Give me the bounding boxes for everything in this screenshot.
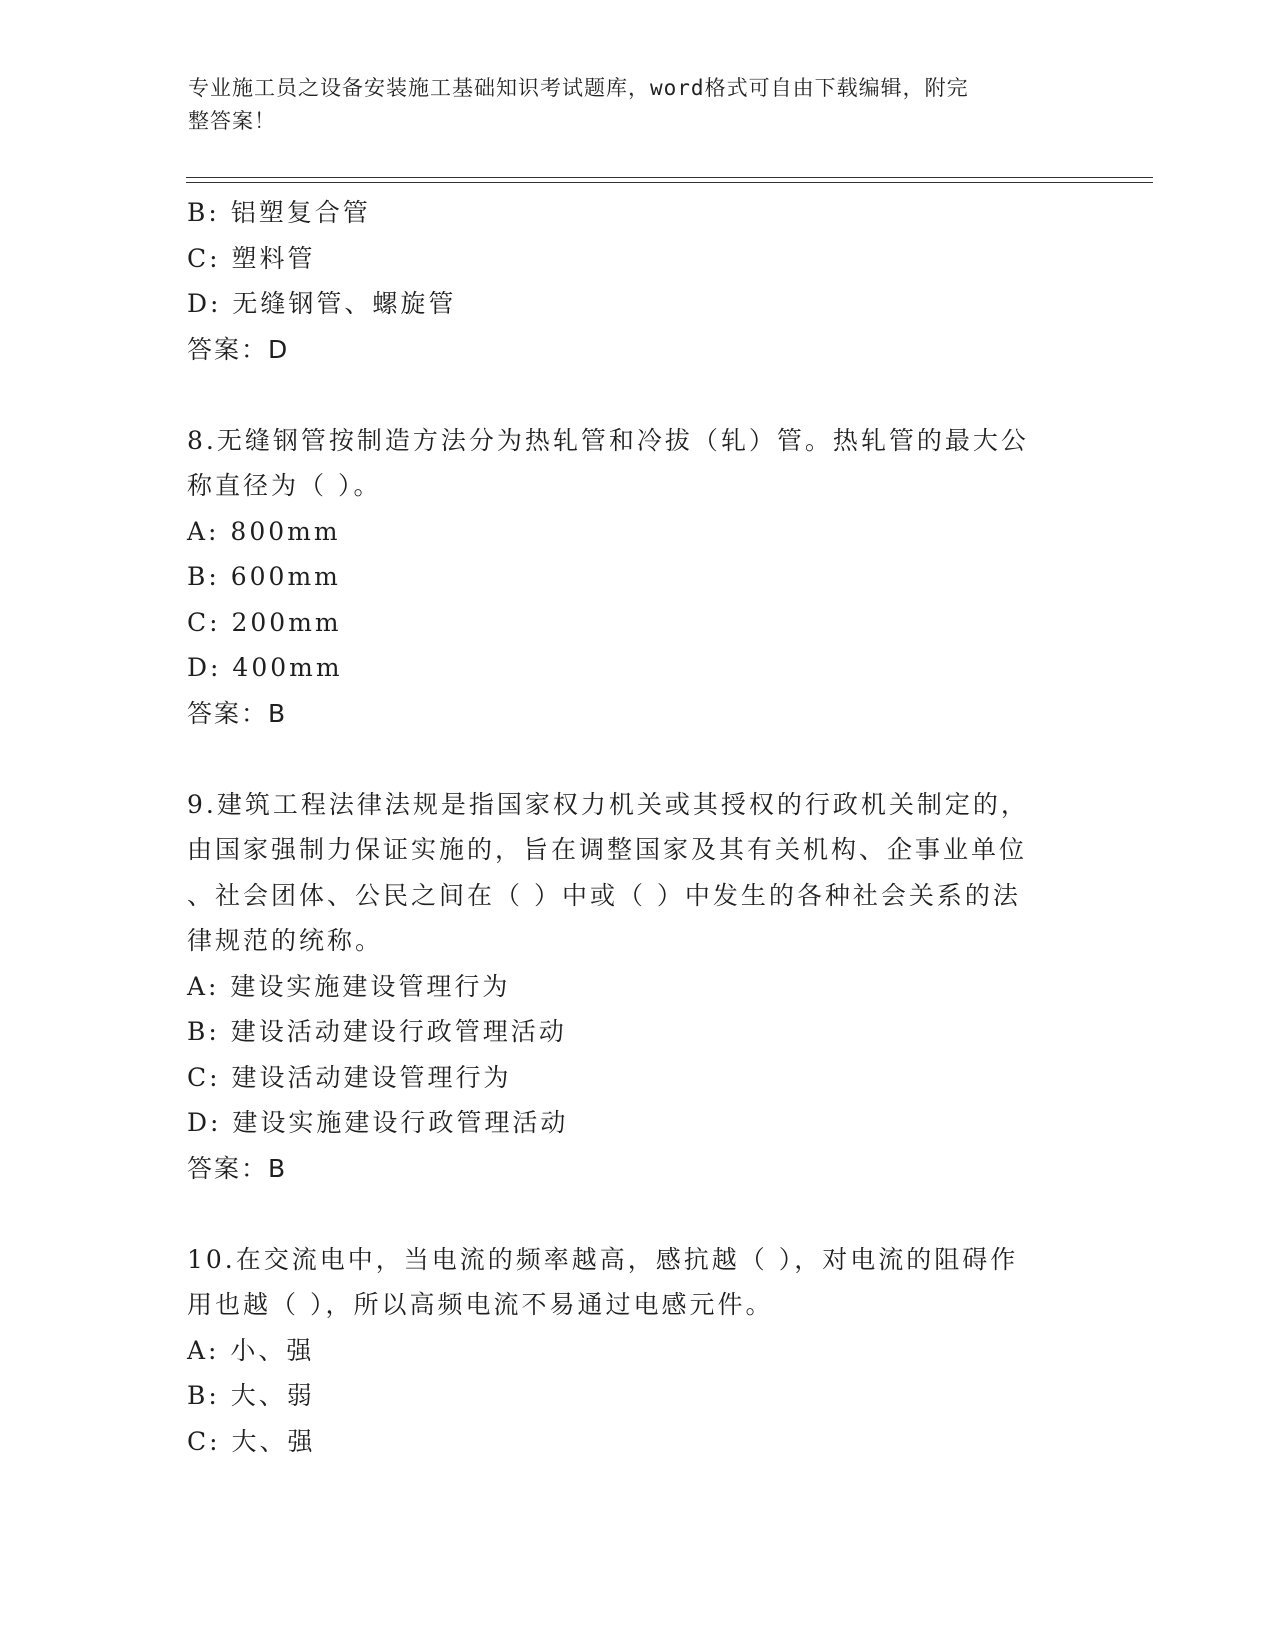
q7-option-d: D: 无缝钢管、螺旋管: [187, 289, 457, 318]
spacer: [187, 736, 1067, 782]
q9-option-b: B: 建设活动建设行政管理活动: [187, 1017, 567, 1046]
q7-answer: 答案：D: [187, 334, 290, 364]
spacer: [187, 1191, 1067, 1237]
header-divider-top: [186, 177, 1153, 178]
question-9: [187, 782, 1067, 1192]
q10-option-b: B: 大、弱: [187, 1381, 315, 1410]
q9-text-line-3: 、社会团体、公民之间在（ ）中或（ ）中发生的各种社会关系的法: [187, 880, 1021, 910]
question-8: [187, 418, 1067, 737]
q8-option-c: C: 200mm: [187, 607, 342, 637]
q10-text-line-2: 用也越（ ），所以高频电流不易通过电感元件。: [187, 1290, 774, 1319]
q7-option-b: B: 铝塑复合管: [187, 198, 371, 227]
q9-text-line-4: 律规范的统称。: [187, 926, 384, 955]
q9-text-line-2: 由国家强制力保证实施的，旨在调整国家及其有关机构、企事业单位: [187, 835, 1028, 864]
q10-text-line-1: 10.在交流电中，当电流的频率越高，感抗越（ ），对电流的阻碍作: [187, 1244, 1019, 1274]
q8-text-line-1: 8.无缝钢管按制造方法分为热轧管和冷拔（轧）管。热轧管的最大公: [187, 425, 1029, 455]
question-10: [187, 1237, 1067, 1465]
spacer: [187, 372, 1067, 418]
q10-option-c: C: 大、强: [187, 1426, 316, 1456]
q8-option-d: D: 400mm: [187, 653, 343, 682]
q8-text-line-2: 称直径为（ ）。: [187, 471, 382, 500]
q9-option-d: D: 建设实施建设行政管理活动: [187, 1108, 569, 1137]
q9-option-a: A: 建设实施建设管理行为: [187, 971, 511, 1001]
header-line-1: 专业施工员之设备安装施工基础知识考试题库，word格式可自由下载编辑，附完: [188, 76, 969, 100]
q9-answer: 答案：B: [187, 1153, 288, 1183]
header-divider-bottom: [186, 182, 1153, 183]
q9-text-line-1: 9.建筑工程法律法规是指国家权力机关或其授权的行政机关制定的，: [187, 789, 1029, 819]
document-body: [187, 190, 1067, 1464]
q8-answer: 答案：B: [187, 698, 288, 728]
q8-option-a: A: 800mm: [187, 516, 341, 546]
q9-option-c: C: 建设活动建设管理行为: [187, 1062, 512, 1092]
q8-option-b: B: 600mm: [187, 562, 341, 591]
q10-option-a: A: 小、强: [187, 1335, 315, 1365]
q7-option-c: C: 塑料管: [187, 243, 316, 273]
question-7-tail: [187, 190, 1067, 372]
header-line-2: 整答案！: [188, 109, 276, 133]
document-header: [188, 72, 1068, 138]
